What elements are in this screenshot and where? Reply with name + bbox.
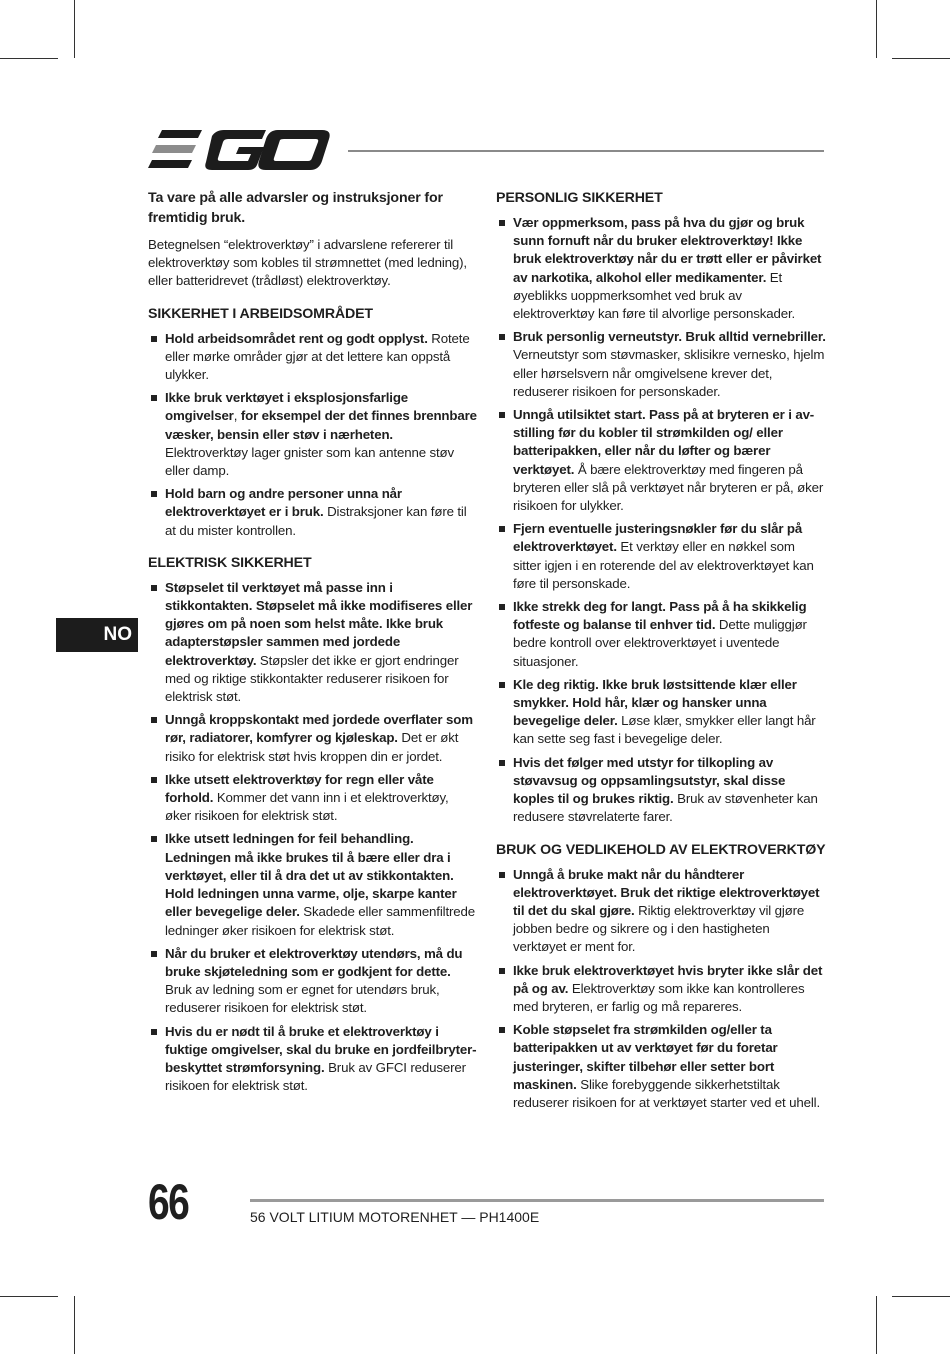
item-lead: Hold arbeidsområdet rent og godt opplyst. <box>165 330 428 346</box>
item-text: Riktig elektroverktøy vil gjøre jobben bedre og sikrere og i den hastigheten verktøyet er ment for. <box>513 902 805 955</box>
item-text: Dette muliggjør bedre kontroll over elektroverktøyet i uventede situasjoner. <box>513 617 807 669</box>
item-text: Kommer det vann inn i et elektroverktøy, øker risikoen for elektrisk støt. <box>165 790 449 824</box>
item-lead: Fjern eventuelle justeringsnøkler før du slår på elektroverktøyet. <box>513 521 803 555</box>
list-item <box>148 830 478 939</box>
list-item <box>496 328 826 401</box>
item-text: Bruk av støvenheter kan redusere støvrelaterte farer. <box>513 791 818 825</box>
list-item <box>496 962 826 1017</box>
header-rule <box>348 150 824 152</box>
item-text: Bruk av GFCI reduserer risikoen for elektrisk støt. <box>165 1059 466 1094</box>
list-item <box>496 866 826 957</box>
right-column <box>496 188 826 1117</box>
item-text: Rotete eller mørke områder gjør at det lettere kan oppstå ulykker. <box>165 330 470 383</box>
item-lead: Ikke bruk verktøyet i eksplosjonsfarlige omgivelser <box>165 390 409 424</box>
intro-text: Betegnelsen “elektroverktøy” i advarslene refererer til elektroverktøy som kobles til strømnettet (med ledning), eller batteridrevet (trådløst) elektroverktøy. <box>148 237 467 289</box>
footer-rule <box>250 1199 824 1202</box>
item-lead: Hold barn og andre personer unna når elektroverktøyet er i bruk. <box>165 486 402 520</box>
crop-mark <box>0 58 58 59</box>
section-heading-work-area: SIKKERHET I ARBEIDSOMRÅDET <box>148 305 373 322</box>
item-text: Å bære elektroverktøy med fingeren på bryteren eller slå på verktøyet når bryteren er på, øker risikoen for ulykker. <box>513 461 824 514</box>
item-lead: Ikke utsett ledningen for feil behandling. Ledningen må ikke brukes til å bære eller dra i verktøyet, eller til å dra det ut av stikkontakten. Hold ledningen unna varme, olje, skarpe kanter eller bevegelige deler. <box>165 831 457 920</box>
item-lead: Ikke bruk elektroverktøyet hvis bryter ikke slår det på og av. <box>513 962 823 996</box>
list-item <box>496 520 826 593</box>
item-text: Verneutstyr som støvmasker, sklisikre vernesko, hjelm eller hørselsvern når omgivelsene krever det, reduserer risikoen for personskader. <box>513 347 825 399</box>
list-item <box>148 711 478 766</box>
list-item <box>496 598 826 671</box>
item-text: Løse klær, smykker eller langt hår kan sette seg fast i bevegelige deler. <box>513 713 816 747</box>
item-lead: Hvis det følger med utstyr for tilkopling av støvavsug og oppsamlingsutstyr, skal disse koples til og brukes riktig. <box>513 754 786 807</box>
list-item <box>148 579 478 706</box>
list-item <box>496 1021 826 1112</box>
item-lead: Unngå kroppskontakt med jordede overflater som rør, radiatorer, komfyrer og kjøleskap. <box>165 712 473 746</box>
item-lead: Når du bruker et elektroverktøy utendørs, må du bruke skjøteledning som er godkjent for dette. <box>165 945 463 979</box>
left-column <box>148 188 478 1100</box>
item-lead: Hvis du er nødt til å bruke et elektroverktøy i fuktige omgivelser, skal du bruke en jordfeilbryter-beskyttet strømforsyning. <box>165 1023 477 1075</box>
list-item <box>148 330 478 385</box>
item-text: Distraksjoner kan føre til at du mister kontrollen. <box>165 504 467 538</box>
bullet-list <box>148 330 478 540</box>
item-lead: Koble støpselet fra strømkilden og/eller ta batteripakken ut av verktøyet før du foretar justeringer, skifter tilbehør eller setter bort maskinen. <box>513 1022 778 1092</box>
item-text: Et øyeblikks uoppmerksomhet ved bruk av elektroverktøy kan føre til alvorlige personskader. <box>513 269 796 322</box>
item-text: , <box>233 408 241 424</box>
item-text: Elektroverktøy som ikke kan kontrolleres med bryteren, er farlig og må repareres. <box>513 980 805 1014</box>
footer-product-title: 56 VOLT LITIUM MOTORENHET — PH1400E <box>250 1209 540 1225</box>
crop-mark <box>876 0 877 58</box>
section-heading-electrical: ELEKTRISK SIKKERHET <box>148 554 312 571</box>
item-lead: for eksempel der det finnes brennbare væsker, bensin eller støv i nærheten. <box>165 408 477 442</box>
bullet-list <box>496 214 826 827</box>
item-lead: Vær oppmerksom, pass på hva du gjør og bruk sunn fornuft når du bruker elektroverktøy! Ikke bruk elektroverktøy når du er trøtt eller er påvirket av narkotika, alkohol eller medikamenter. <box>513 215 822 285</box>
list-item <box>496 754 826 827</box>
item-text: Skadede eller sammenfiltrede ledninger øker risikoen for elektrisk støt. <box>165 904 476 938</box>
item-text: Bruk av ledning som er egnet for utendørs bruk, reduserer risikoen for elektrisk støt. <box>165 982 440 1016</box>
list-item <box>148 485 478 540</box>
list-item <box>148 1023 478 1096</box>
crop-mark <box>74 0 75 58</box>
item-text: Elektroverktøy lager gnister som kan antenne støv eller damp. <box>165 444 454 479</box>
language-tab: NO <box>56 618 138 652</box>
item-text: Et verktøy eller en nøkkel som sitter igjen i en roterende del av elektroverktøyet kan føre til personskade. <box>513 539 814 591</box>
item-lead: Unngå utilsiktet start. Pass på at bryteren er i av-stilling før du kobler til strømkilden og/ eller batteripakken, eller når du løfter og bærer verktøyet. <box>513 407 815 477</box>
crop-mark <box>74 1296 75 1354</box>
item-lead: Bruk personlig verneutstyr. Bruk alltid vernebriller. <box>513 329 826 345</box>
item-lead: Ikke strekk deg for langt. Pass på å ha skikkelig fotfeste og balanse til enhver tid. <box>513 599 807 633</box>
crop-mark <box>892 1296 950 1297</box>
item-text: Slike forebyggende sikkerhetstiltak reduserer risikoen for at verktøyet starter ved et uhell. <box>513 1076 821 1110</box>
ego-logo <box>148 128 332 172</box>
item-text: Støpsler det ikke er gjort endringer med og riktige stikkontakter reduserer risikoen for elektrisk støt. <box>165 652 459 705</box>
item-lead: Unngå å bruke makt når du håndterer elektroverktøyet. Bruk det riktige elektroverktøyet til det du skal gjøre. <box>513 866 820 918</box>
item-lead: Kle deg riktig. Ikke bruk løstsittende klær eller smykker. Hold hår, klær og hansker unna bevegelige deler. <box>513 676 797 729</box>
crop-mark <box>0 1296 58 1297</box>
list-item <box>148 945 478 1018</box>
item-lead: Støpselet til verktøyet må passe inn i stikkontakten. Støpselet må ikke modifiseres eller gjøres om på noen som helst måte. Ikke bruk adapterstøpsler sammen med jordede elektroverktøy. <box>165 579 473 668</box>
bullet-list <box>496 866 826 1113</box>
list-item <box>496 676 826 749</box>
list-item <box>496 214 826 323</box>
section-heading-use-maintenance: BRUK OG VEDLIKEHOLD AV ELEKTROVERKTØY <box>496 841 826 858</box>
item-text: Det er økt risiko for elektrisk støt hvis kroppen din er jordet. <box>165 730 459 764</box>
crop-mark <box>876 1296 877 1354</box>
page-number: 66 <box>148 1174 189 1230</box>
list-item <box>148 771 478 826</box>
section-heading-personal: PERSONLIG SIKKERHET <box>496 190 663 206</box>
list-item <box>148 389 478 480</box>
item-lead: Ikke utsett elektroverktøy for regn eller våte forhold. <box>165 771 434 806</box>
crop-mark <box>892 58 950 59</box>
bullet-list <box>148 579 478 1095</box>
intro-heading: Ta vare på alle advarsler og instruksjoner for fremtidig bruk. <box>148 190 443 226</box>
list-item <box>496 406 826 515</box>
